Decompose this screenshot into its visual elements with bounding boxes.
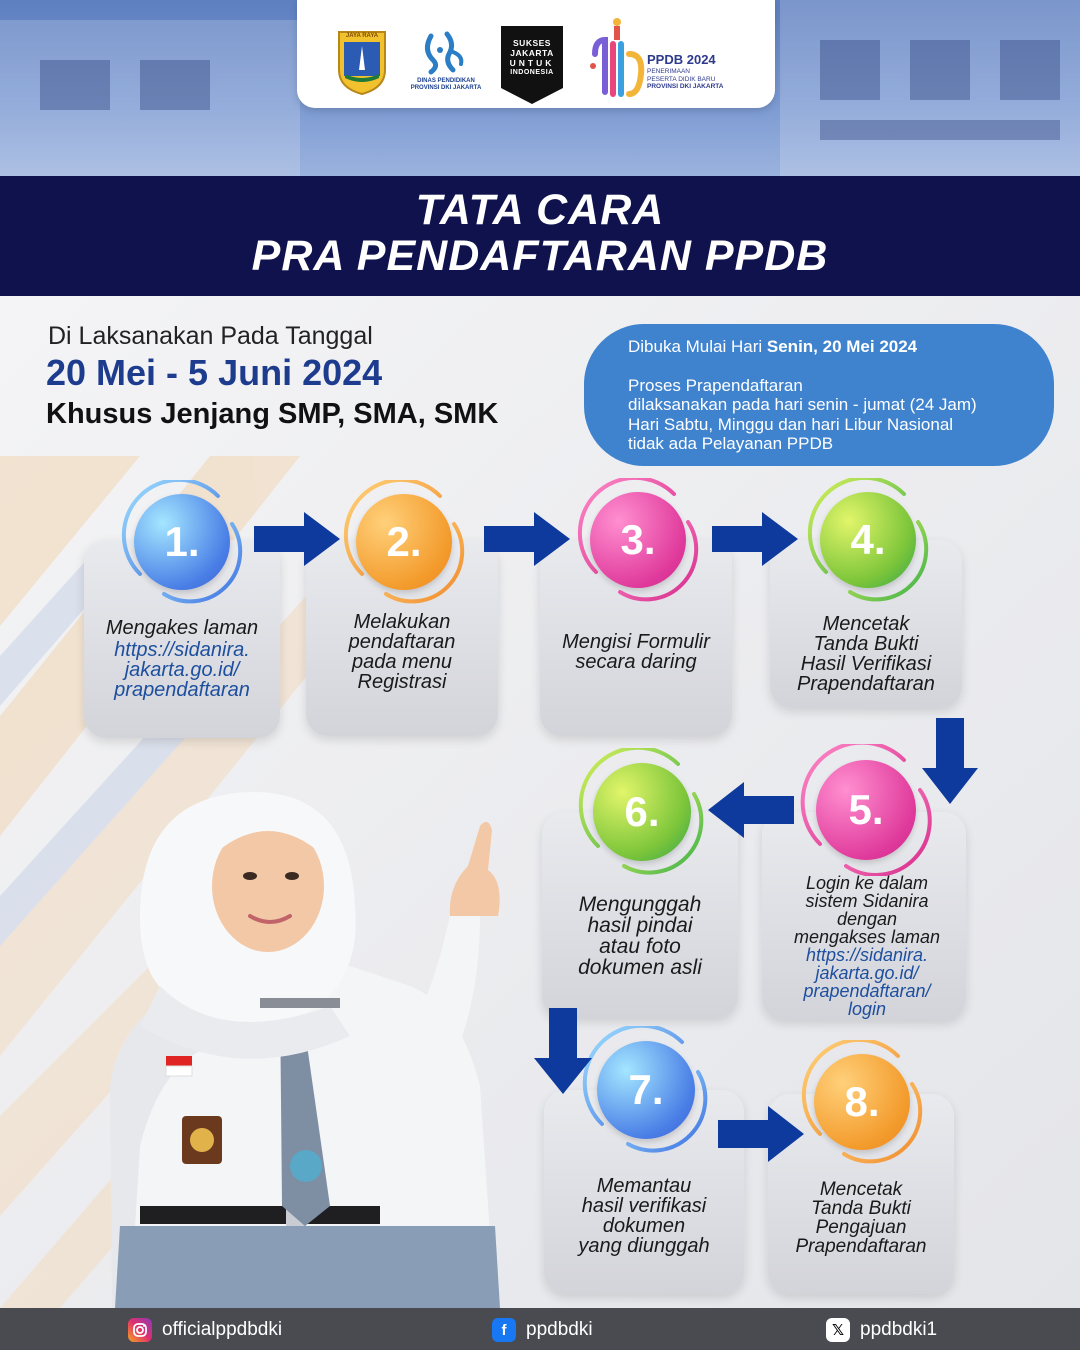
step-4-line3: Hasil Verifikasi xyxy=(800,653,932,675)
step-8-number: 8. xyxy=(814,1054,910,1150)
x-handle: ppdbdki1 xyxy=(860,1319,938,1340)
notice-line4: tidak ada Pelayanan PPDB xyxy=(628,434,834,453)
step-4-line4: Prapendaftaran xyxy=(797,673,935,695)
step-2-line2: pendaftaran xyxy=(348,631,456,653)
disdik-mark-icon xyxy=(409,30,483,76)
step-1-text xyxy=(84,618,280,700)
facebook-handle: ppdbdki xyxy=(526,1319,593,1340)
step-5-text xyxy=(762,874,972,1018)
ppdb-2024-logo xyxy=(587,14,757,104)
notice-line2: dilaksanakan pada hari senin - jumat (24 Jam) xyxy=(628,395,977,414)
step-2-line1: Melakukan xyxy=(353,611,451,633)
step-2-line4: Registrasi xyxy=(357,671,447,693)
step-1-link-line2: jakarta.go.id/ xyxy=(124,659,240,681)
step-7-text xyxy=(544,1176,744,1256)
step-8-badge xyxy=(800,1040,924,1164)
arrow-right-3-icon xyxy=(712,512,798,566)
jakarta-emblem-logo xyxy=(335,30,389,96)
notice-open-prefix: Dibuka Mulai Hari xyxy=(628,337,767,356)
page-title-line2: PRA PENDAFTARAN PPDB xyxy=(251,232,829,280)
ppdb-logo-line1: PENERIMAAN xyxy=(647,68,690,75)
step-2-line3: pada menu xyxy=(351,651,453,673)
step-7-number: 7. xyxy=(597,1041,695,1139)
page-title-line1: TATA CARA xyxy=(415,186,665,234)
schedule-date-range: 20 Mei - 5 Juni 2024 xyxy=(46,352,383,393)
step-5-line3: dengan xyxy=(836,909,898,929)
step-6-line1: Mengunggah xyxy=(578,893,702,916)
monas-mark-icon xyxy=(587,14,651,104)
notice-line3: Hari Sabtu, Minggu dan hari Libur Nasional xyxy=(628,414,954,434)
sukses-line3: UNTUK xyxy=(509,58,555,68)
ppdb-logo-line3: PROVINSI DKI JAKARTA xyxy=(647,83,724,90)
notice-open-date: Senin, 20 Mei 2024 xyxy=(766,337,918,356)
school-level-text: Khusus Jenjang SMP, SMA, SMK xyxy=(46,398,499,430)
sukses-line2: JAKARTA xyxy=(510,48,554,58)
instagram-handle: officialppdbdki xyxy=(162,1319,283,1340)
step-6-text xyxy=(542,894,738,978)
step-7-badge xyxy=(582,1026,710,1154)
arrow-down-2-icon xyxy=(534,1008,592,1094)
step-1-link-line1: https://sidanira. xyxy=(114,639,250,661)
disdik-logo xyxy=(409,30,483,96)
step-1-number: 1. xyxy=(134,494,230,590)
arrow-down-1-icon xyxy=(922,718,978,804)
step-3-badge xyxy=(576,478,700,602)
sukses-line1: SUKSES xyxy=(513,38,551,48)
step-4-number: 4. xyxy=(820,492,916,588)
step-3-text xyxy=(540,632,732,672)
step-5-link-line4: login xyxy=(847,999,887,1019)
step-7-line1: Memantau xyxy=(596,1175,692,1197)
arrow-right-4-icon xyxy=(718,1106,804,1162)
step-6-line3: atau foto xyxy=(599,935,681,958)
arrow-right-1-icon xyxy=(254,512,340,566)
step-7-line4: yang diunggah xyxy=(578,1235,710,1257)
logo-card xyxy=(297,0,775,108)
instagram-icon xyxy=(128,1318,152,1342)
ppdb-logo-line2: PESERTA DIDIK BARU xyxy=(647,75,716,83)
step-2-text xyxy=(306,612,498,692)
jakarta-emblem-text: JAYA RAYA xyxy=(345,33,379,39)
step-8-line3: Pengajuan xyxy=(815,1217,907,1238)
arrow-left-1-icon xyxy=(708,782,794,838)
step-5-line1: Login ke dalam xyxy=(805,873,929,893)
notice-pill xyxy=(584,324,1054,466)
step-6-badge xyxy=(578,748,706,876)
step-5-link-line2: jakarta.go.id/ xyxy=(815,963,919,983)
facebook-icon: f xyxy=(492,1318,516,1342)
arrow-right-2-icon xyxy=(484,512,570,566)
step-1-link-line3: prapendaftaran xyxy=(114,679,250,701)
step-5-link-line3: prapendaftaran/ xyxy=(803,981,931,1001)
step-5-badge xyxy=(800,744,932,876)
step-4-badge xyxy=(806,478,930,602)
student-photo xyxy=(100,786,520,1308)
step-7-line2: hasil verifikasi xyxy=(581,1195,707,1217)
step-2-badge xyxy=(342,480,466,604)
step-5-number: 5. xyxy=(816,760,916,860)
step-4-line2: Tanda Bukti xyxy=(813,633,919,655)
step-8-line2: Tanda Bukti xyxy=(811,1198,911,1219)
step-5-line2: sistem Sidanira xyxy=(805,891,929,911)
step-3-line2: secara daring xyxy=(575,651,697,673)
step-1-line1: Mengakes laman xyxy=(105,617,259,639)
disdik-label-line2: PROVINSI DKI JAKARTA xyxy=(410,85,482,91)
step-5-line4: mengakses laman xyxy=(793,927,941,947)
disdik-label-line1: DINAS PENDIDIKAN xyxy=(417,78,475,84)
ppdb-logo-title: PPDB 2024 xyxy=(647,52,716,67)
x-link[interactable] xyxy=(826,1318,937,1342)
x-icon: 𝕏 xyxy=(826,1318,850,1342)
step-6-number: 6. xyxy=(593,763,691,861)
step-3-number: 3. xyxy=(590,492,686,588)
step-4-line1: Mencetak xyxy=(822,613,910,635)
step-6-line2: hasil pindai xyxy=(587,914,693,937)
sukses-line4: INDONESIA xyxy=(510,69,554,76)
instagram-link[interactable] xyxy=(128,1318,282,1342)
step-8-text xyxy=(768,1180,954,1256)
step-3-line1: Mengisi Formulir xyxy=(562,631,710,653)
step-6-line4: dokumen asli xyxy=(578,956,702,979)
step-4-text xyxy=(770,614,962,694)
sukses-jakarta-logo xyxy=(501,26,563,104)
notice-line1: Proses Prapendaftaran xyxy=(628,375,803,395)
step-2-number: 2. xyxy=(356,494,452,590)
step-8-line4: Prapendaftaran xyxy=(795,1236,927,1257)
step-5-link-line1: https://sidanira. xyxy=(805,945,929,965)
step-8-line1: Mencetak xyxy=(819,1179,903,1200)
schedule-label: Di Laksanakan Pada Tanggal xyxy=(48,322,373,350)
step-7-line3: dokumen xyxy=(602,1215,686,1237)
step-1-badge xyxy=(120,480,244,604)
facebook-link[interactable] xyxy=(492,1318,593,1342)
